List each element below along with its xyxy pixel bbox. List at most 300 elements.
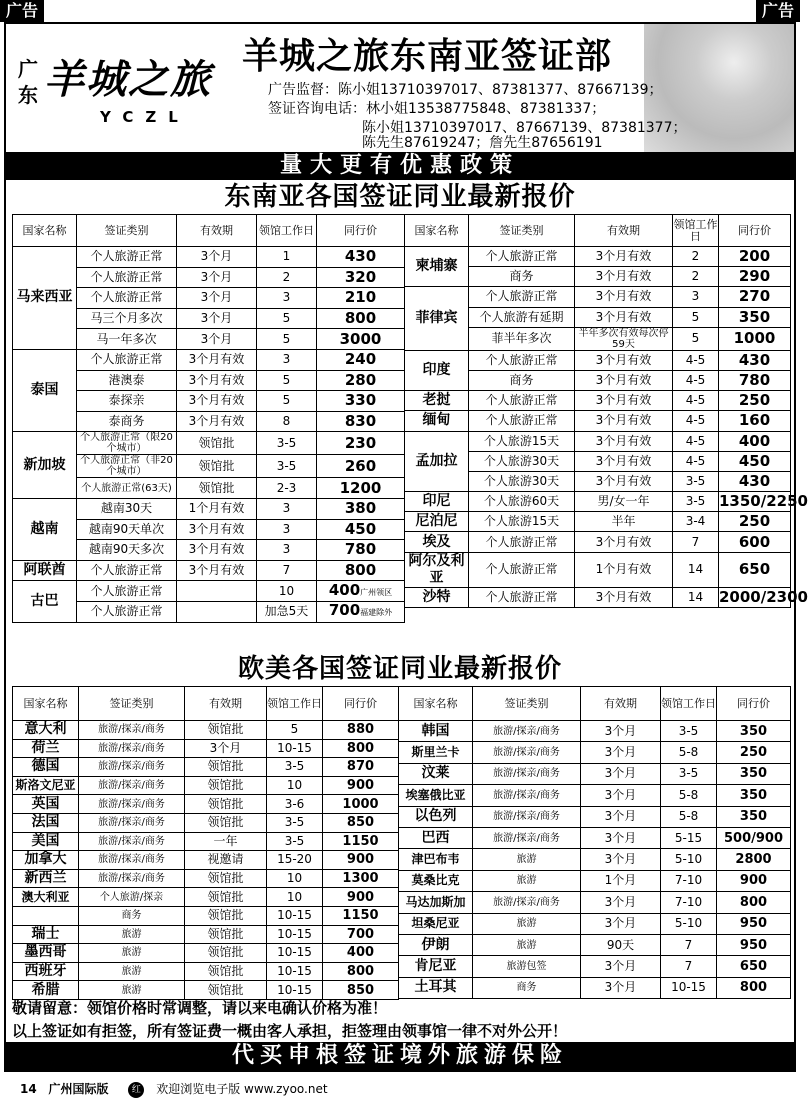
- visa-type: 旅游包签: [473, 956, 581, 977]
- validity: 领馆批: [185, 721, 267, 740]
- processing-days: 5: [257, 370, 317, 391]
- visa-type: 旅游/探亲/商务: [473, 892, 581, 913]
- price: 1150: [323, 906, 399, 925]
- processing-days: 15-20: [267, 851, 323, 870]
- price: 900: [323, 776, 399, 795]
- price: 3000: [317, 329, 405, 350]
- sea-table-left: [12, 214, 405, 623]
- validity: [177, 601, 257, 622]
- validity: 半年多次有效每次停59天: [575, 327, 673, 350]
- header-validity: 有效期: [185, 687, 267, 721]
- country-name: 英国: [13, 795, 79, 814]
- price: 400: [323, 944, 399, 963]
- country-name: 马来西亚: [13, 247, 77, 350]
- table-row: [405, 552, 791, 587]
- header-days: 领馆工作日: [257, 215, 317, 247]
- header-validity: 有效期: [177, 215, 257, 247]
- validity: 3个月有效: [575, 247, 673, 267]
- table-header: [13, 687, 399, 721]
- price: 230: [317, 432, 405, 455]
- country-name: 阿尔及利亚: [405, 552, 469, 587]
- country-name: 马达加斯加: [399, 892, 473, 913]
- visa-type: 旅游/探亲/商务: [473, 763, 581, 784]
- country-name: 古巴: [13, 581, 77, 622]
- validity: 3个月有效: [575, 267, 673, 287]
- contact-line-3: 陈小姐13710397017、87667139、87381377；: [362, 120, 687, 136]
- price: 800: [323, 739, 399, 758]
- table-row: [13, 758, 399, 777]
- table-row: [13, 813, 399, 832]
- visa-type: 旅游/探亲/商务: [473, 742, 581, 763]
- price: 900: [717, 870, 791, 891]
- table-row: [399, 763, 791, 784]
- table-row: [13, 247, 405, 268]
- paper-name: 广州国际版: [48, 1082, 109, 1096]
- table-row: [405, 587, 791, 607]
- visa-type: 旅游/探亲/商务: [473, 721, 581, 742]
- price: 600: [719, 532, 791, 552]
- validity: 3个月: [581, 742, 661, 763]
- validity: 领馆批: [185, 962, 267, 981]
- price: 900: [323, 888, 399, 907]
- price: 1000: [323, 795, 399, 814]
- price: 430: [719, 471, 791, 491]
- price: 250: [719, 391, 791, 411]
- validity: 男/女一年: [575, 492, 673, 512]
- processing-days: 5: [257, 391, 317, 412]
- price: 880: [323, 721, 399, 740]
- visa-type: 个人旅游/探亲: [79, 888, 185, 907]
- validity: 领馆批: [185, 813, 267, 832]
- country-name: 法国: [13, 813, 79, 832]
- table-row: [399, 742, 791, 763]
- country-name: 美国: [13, 832, 79, 851]
- country-name: 斯洛文尼亚: [13, 776, 79, 795]
- price: 800: [323, 962, 399, 981]
- validity: 3个月: [177, 267, 257, 288]
- price: 850: [323, 813, 399, 832]
- validity: 3个月: [581, 827, 661, 848]
- validity: 领馆批: [177, 478, 257, 499]
- price: 350: [717, 763, 791, 784]
- contact-line-4: 陈先生87619247；詹先生87656191: [362, 135, 603, 151]
- country-name: 土耳其: [399, 977, 473, 998]
- country-name: 墨西哥: [13, 944, 79, 963]
- price: 870: [323, 758, 399, 777]
- ad-frame: [4, 22, 808, 1072]
- processing-days: 10-15: [267, 962, 323, 981]
- price: 950: [717, 913, 791, 934]
- price: 290: [719, 267, 791, 287]
- price: 350: [719, 307, 791, 327]
- validity: 1个月: [581, 870, 661, 891]
- processing-days: 2-3: [257, 478, 317, 499]
- table-row: [405, 532, 791, 552]
- processing-days: 3-5: [661, 721, 717, 742]
- processing-days: 5: [257, 329, 317, 350]
- validity: 3个月有效: [575, 587, 673, 607]
- country-name: 希腊: [13, 981, 79, 1000]
- country-name: 柬埔寨: [405, 247, 469, 287]
- validity: 视邀请: [185, 851, 267, 870]
- table-row: [13, 906, 399, 925]
- processing-days: 7: [257, 560, 317, 581]
- price-note: 广州领区: [360, 587, 393, 597]
- price: 1300: [323, 869, 399, 888]
- visa-type: 个人旅游正常: [469, 247, 575, 267]
- table-row: [399, 913, 791, 934]
- price: 800: [717, 977, 791, 998]
- processing-days: 3: [257, 540, 317, 561]
- validity: 3个月有效: [575, 391, 673, 411]
- country-name: 沙特: [405, 587, 469, 607]
- price: 350: [717, 806, 791, 827]
- processing-days: 5: [267, 721, 323, 740]
- processing-days: 10: [257, 581, 317, 602]
- validity: 3个月: [581, 763, 661, 784]
- header-price: 同行价: [717, 687, 791, 721]
- validity: 半年: [575, 512, 673, 532]
- validity: 领馆批: [185, 944, 267, 963]
- validity: 3个月有效: [575, 532, 673, 552]
- price: 350: [717, 785, 791, 806]
- processing-days: 14: [673, 587, 719, 607]
- validity: 3个月有效: [177, 560, 257, 581]
- processing-days: 10-15: [267, 981, 323, 1000]
- price: 850: [323, 981, 399, 1000]
- visa-type: 个人旅游正常: [77, 247, 177, 268]
- visa-type: 个人旅游正常（限20个城市）: [77, 432, 177, 455]
- price: 450: [317, 519, 405, 540]
- processing-days: 加急5天: [257, 601, 317, 622]
- processing-days: 2: [673, 247, 719, 267]
- processing-days: 3: [673, 287, 719, 307]
- table-row: [399, 785, 791, 806]
- visa-type: 旅游: [79, 925, 185, 944]
- validity: 3个月有效: [575, 287, 673, 307]
- validity: 领馆批: [185, 795, 267, 814]
- processing-days: 4-5: [673, 431, 719, 451]
- visa-type: 个人旅游正常: [77, 581, 177, 602]
- visa-type: 个人旅游正常: [469, 350, 575, 370]
- country-name: 缅甸: [405, 411, 469, 431]
- footer: [20, 1080, 328, 1098]
- sea-table-right: [404, 214, 808, 608]
- validity: 3个月: [581, 849, 661, 870]
- price: 1200: [317, 478, 405, 499]
- table-row: [399, 806, 791, 827]
- header-validity: 有效期: [581, 687, 661, 721]
- price: 200: [719, 247, 791, 267]
- price: 210: [317, 288, 405, 309]
- country-name: 斯里兰卡: [399, 742, 473, 763]
- visa-type: 个人旅游30天: [469, 451, 575, 471]
- price: 160: [719, 411, 791, 431]
- table-header: [13, 215, 405, 247]
- price: 240: [317, 349, 405, 370]
- header-type: 签证类别: [473, 687, 581, 721]
- notice-price: 敬请留意：领馆价格时常调整，请以来电确认价格为准！: [12, 999, 388, 1017]
- visa-type: 个人旅游正常: [77, 601, 177, 622]
- table-row: [13, 962, 399, 981]
- processing-days: 10: [267, 776, 323, 795]
- visa-type: 个人旅游正常: [77, 349, 177, 370]
- visa-type: 旅游: [79, 962, 185, 981]
- table-row: [405, 431, 791, 451]
- processing-days: 4-5: [673, 350, 719, 370]
- visa-type: 商务: [469, 370, 575, 390]
- processing-days: 5-8: [661, 785, 717, 806]
- country-name: 伊朗: [399, 934, 473, 955]
- header-price: 同行价: [317, 215, 405, 247]
- validity: 3个月有效: [177, 519, 257, 540]
- visa-type: 个人旅游正常: [77, 288, 177, 309]
- country-name: 瑞士: [13, 925, 79, 944]
- visa-type: 泰探亲: [77, 391, 177, 412]
- country-name: 印度: [405, 350, 469, 390]
- visa-type: 个人旅游正常: [469, 411, 575, 431]
- processing-days: 5-10: [661, 913, 717, 934]
- table-row: [405, 391, 791, 411]
- logo-script: 羊城之旅: [44, 56, 212, 103]
- visa-type: 个人旅游30天: [469, 471, 575, 491]
- country-name: 巴西: [399, 827, 473, 848]
- insurance-banner: 代买申根签证境外旅游保险: [6, 1042, 794, 1070]
- table-row: [13, 432, 405, 455]
- price: 900: [323, 851, 399, 870]
- header-country: 国家名称: [399, 687, 473, 721]
- country-name: 莫桑比克: [399, 870, 473, 891]
- visa-type: 旅游/探亲/商务: [79, 758, 185, 777]
- paper-logo-icon: 红: [128, 1082, 144, 1098]
- price: 2000/2300: [719, 587, 808, 606]
- visa-type: 旅游: [473, 849, 581, 870]
- visa-type: 旅游/探亲/商务: [79, 869, 185, 888]
- country-name: 老挝: [405, 391, 469, 411]
- price: 250: [717, 742, 791, 763]
- header-price: 同行价: [719, 215, 791, 247]
- header: [6, 24, 794, 152]
- price: 500/900: [717, 827, 791, 848]
- price: 430: [719, 350, 791, 370]
- visa-type: 商务: [469, 267, 575, 287]
- price: 330: [317, 391, 405, 412]
- validity: 3个月: [581, 806, 661, 827]
- processing-days: 7-10: [661, 892, 717, 913]
- visa-type: 个人旅游正常(63天): [77, 478, 177, 499]
- price: 700福建除外: [317, 601, 405, 622]
- footer-url: 欢迎浏览电子版 www.zyoo.net: [156, 1082, 328, 1096]
- validity: 领馆批: [185, 758, 267, 777]
- price: 320: [317, 267, 405, 288]
- header-country: 国家名称: [405, 215, 469, 247]
- validity: 3个月: [581, 721, 661, 742]
- country-name: 尼泊尼: [405, 512, 469, 532]
- country-name: 澳大利亚: [13, 888, 79, 907]
- country-name: 越南: [13, 498, 77, 560]
- table-row: [399, 827, 791, 848]
- processing-days: 10: [267, 869, 323, 888]
- visa-type: 旅游: [473, 913, 581, 934]
- notice-refusal: 以上签证如有拒签，所有签证费一概由客人承担，拒签理由领事馆一律不对外公开！: [12, 1022, 568, 1040]
- header-validity: 有效期: [575, 215, 673, 247]
- validity: 3个月: [581, 785, 661, 806]
- processing-days: 10-15: [267, 925, 323, 944]
- visa-type: 菲半年多次: [469, 327, 575, 350]
- table-header: [405, 215, 791, 247]
- header-country: 国家名称: [13, 687, 79, 721]
- price: 780: [317, 540, 405, 561]
- table-row: [405, 512, 791, 532]
- price: 350: [717, 721, 791, 742]
- visa-type: 旅游/探亲/商务: [79, 721, 185, 740]
- contact-line-2: 签证咨询电话：林小姐13538775848、87381337；: [268, 101, 606, 117]
- validity: 一年: [185, 832, 267, 851]
- validity: 3个月有效: [177, 540, 257, 561]
- price: 280: [317, 370, 405, 391]
- price: 400广州领区: [317, 581, 405, 602]
- visa-type: 个人旅游正常: [469, 532, 575, 552]
- visa-type: 旅游/探亲/商务: [79, 813, 185, 832]
- country-name: 西班牙: [13, 962, 79, 981]
- visa-type: 旅游: [79, 981, 185, 1000]
- country-name: 印尼: [405, 492, 469, 512]
- page-title: 羊城之旅东南亚签证部: [242, 35, 613, 77]
- table-row: [13, 739, 399, 758]
- table-header: [399, 687, 791, 721]
- processing-days: 3-5: [267, 758, 323, 777]
- table-row: [399, 892, 791, 913]
- table-row: [13, 944, 399, 963]
- visa-type: 越南90天单次: [77, 519, 177, 540]
- country-name: 津巴布韦: [399, 849, 473, 870]
- table-row: [399, 934, 791, 955]
- country-name: 泰国: [13, 349, 77, 431]
- processing-days: 7-10: [661, 870, 717, 891]
- validity: 3个月: [185, 739, 267, 758]
- table-row: [405, 287, 791, 307]
- validity: 3个月有效: [575, 471, 673, 491]
- processing-days: 3-5: [267, 832, 323, 851]
- price: 700: [323, 925, 399, 944]
- processing-days: 10-15: [267, 944, 323, 963]
- validity: 3个月有效: [575, 411, 673, 431]
- price: 780: [719, 370, 791, 390]
- processing-days: 7: [661, 956, 717, 977]
- table-row: [13, 869, 399, 888]
- logo: [14, 42, 244, 132]
- country-name: 意大利: [13, 721, 79, 740]
- visa-type: 港澳泰: [77, 370, 177, 391]
- price: 450: [719, 451, 791, 471]
- table-row: [399, 956, 791, 977]
- validity: 领馆批: [185, 888, 267, 907]
- validity: 3个月有效: [177, 391, 257, 412]
- contact-line-1: 广告监督：陈小姐13710397017、87381377、87667139；: [268, 82, 663, 98]
- header-type: 签证类别: [469, 215, 575, 247]
- visa-type: 旅游/探亲/商务: [473, 785, 581, 806]
- visa-type: 旅游/探亲/商务: [79, 776, 185, 795]
- processing-days: 3-5: [673, 471, 719, 491]
- processing-days: 7: [673, 532, 719, 552]
- processing-days: 3-5: [257, 432, 317, 455]
- validity: 领馆批: [185, 869, 267, 888]
- validity: 3个月有效: [575, 307, 673, 327]
- visa-type: 旅游: [473, 870, 581, 891]
- price: 800: [717, 892, 791, 913]
- visa-type: 个人旅游正常: [77, 267, 177, 288]
- processing-days: 3-5: [673, 492, 719, 512]
- validity: 3个月有效: [177, 370, 257, 391]
- price: 830: [317, 411, 405, 432]
- visa-type: 个人旅游正常: [469, 391, 575, 411]
- visa-type: 个人旅游正常（非20个城市）: [77, 455, 177, 478]
- price: 1000: [719, 327, 791, 350]
- price: 950: [717, 934, 791, 955]
- country-name: 孟加拉: [405, 431, 469, 492]
- visa-type: 马三个月多次: [77, 308, 177, 329]
- header-days: 领馆工作日: [673, 215, 719, 247]
- processing-days: 4-5: [673, 391, 719, 411]
- processing-days: 3: [257, 288, 317, 309]
- visa-type: 个人旅游15天: [469, 512, 575, 532]
- price: 650: [717, 956, 791, 977]
- visa-type: 越南90天多次: [77, 540, 177, 561]
- validity: 领馆批: [177, 432, 257, 455]
- visa-type: 旅游/探亲/商务: [79, 851, 185, 870]
- processing-days: 3-5: [257, 455, 317, 478]
- validity: 3个月有效: [575, 370, 673, 390]
- price: 800: [317, 308, 405, 329]
- visa-type: 旅游: [79, 944, 185, 963]
- page-number: 14: [20, 1082, 37, 1096]
- visa-type: 泰商务: [77, 411, 177, 432]
- validity: [177, 581, 257, 602]
- table-row: [13, 776, 399, 795]
- processing-days: 5-15: [661, 827, 717, 848]
- processing-days: 5-8: [661, 742, 717, 763]
- country-name: 肯尼亚: [399, 956, 473, 977]
- validity: 3个月: [581, 892, 661, 913]
- visa-type: 个人旅游正常: [469, 587, 575, 607]
- table-row: [399, 849, 791, 870]
- visa-type: 个人旅游15天: [469, 431, 575, 451]
- visa-type: 个人旅游正常: [469, 287, 575, 307]
- price: 250: [719, 512, 791, 532]
- processing-days: 7: [661, 934, 717, 955]
- table-row: [13, 925, 399, 944]
- price: 270: [719, 287, 791, 307]
- country-name: 汶莱: [399, 763, 473, 784]
- visa-type: 商务: [79, 906, 185, 925]
- processing-days: 2: [673, 267, 719, 287]
- table-row: [13, 795, 399, 814]
- visa-type: 越南30天: [77, 498, 177, 519]
- validity: 1个月有效: [177, 498, 257, 519]
- validity: 3个月有效: [177, 349, 257, 370]
- processing-days: 10-15: [661, 977, 717, 998]
- price: 1350/2250: [719, 492, 808, 511]
- table-row: [405, 247, 791, 267]
- country-name: 新西兰: [13, 869, 79, 888]
- table-row: [399, 870, 791, 891]
- validity: 领馆批: [185, 906, 267, 925]
- table-row: [13, 581, 405, 602]
- country-name: 荷兰: [13, 739, 79, 758]
- validity: 3个月有效: [575, 431, 673, 451]
- processing-days: 2: [257, 267, 317, 288]
- logo-prefix: 广东: [18, 57, 38, 107]
